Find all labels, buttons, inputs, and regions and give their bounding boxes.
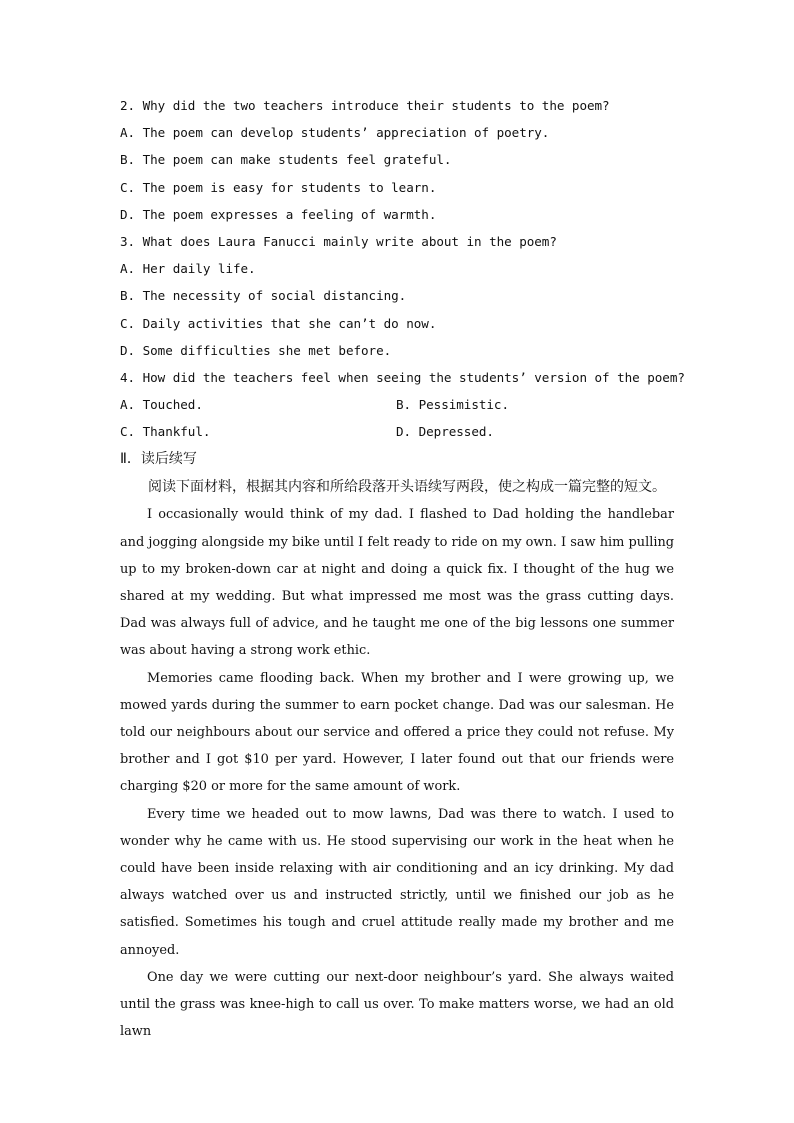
question-2 — [120, 92, 674, 228]
question-3 — [120, 228, 674, 364]
option-b: B. The poem can make students feel grateful. — [120, 152, 452, 168]
option-c: C. Daily activities that she can’t do now. — [120, 315, 437, 331]
passage-paragraph: Memories came flooding back. When my brother and I were growing up, we mowed yards during the summer to earn pocket change. Dad was our salesman. He told our neighbours about our service and offered a price they could not refuse. My brother and I got $10 per yard. However, I later found out that our friends were charging $20 or more for the same amount of work. — [120, 670, 674, 795]
question-stem: 4. How did the teachers feel when seeing the students’ version of the poem? — [120, 369, 685, 385]
option-c: C. The poem is easy for students to learn. — [120, 179, 437, 195]
passage-paragraph: One day we were cutting our next-door neighbour’s yard. She always waited until the grass was knee-high to call us over. To make matters worse, we had an old lawn — [120, 969, 674, 1040]
option-b: B. Pessimistic. — [396, 397, 509, 413]
option-d: D. Depressed. — [396, 424, 494, 440]
option-a: A. Touched. — [120, 397, 203, 413]
page-content — [120, 92, 685, 1046]
options-row — [120, 391, 674, 418]
option-b: B. The necessity of social distancing. — [120, 288, 407, 304]
question-stem: 2. Why did the two teachers introduce their students to the poem? — [120, 98, 610, 113]
question-4 — [120, 364, 685, 446]
section-heading: Ⅱ．读后续写 — [120, 451, 197, 468]
passage-paragraph: Every time we headed out to mow lawns, Dad was there to watch. I used to wonder why he came with us. He stood supervising our work in the heat when he could have been inside relaxing with air conditioning and an icy drinking. My dad always watched over us and instructed strictly, until we finished our job as he satisfied. Sometimes his tough and cruel attitude really made my brother and me annoyed. — [120, 806, 674, 958]
passage-paragraph: I occasionally would think of my dad. I flashed to Dad holding the handlebar and jogging alongside my bike until I felt ready to ride on my own. I saw him pulling up to my broken-down car at night and doing a quick fix. I thought of the hug we shared at my wedding. But what impressed me most was the grass cutting days. Dad was always full of advice, and he taught me one of the big lessons one summer was about having a strong work ethic. — [120, 507, 674, 659]
options-row — [120, 418, 674, 445]
option-a: A. The poem can develop students’ appreciation of poetry. — [120, 125, 550, 141]
option-d: D. The poem expresses a feeling of warmth. — [120, 206, 437, 222]
option-a: A. Her daily life. — [120, 261, 256, 277]
question-stem: 3. What does Laura Fanucci mainly write about in the poem? — [120, 233, 557, 249]
section-instruction: 阅读下面材料，根据其内容和所给段落开头语续写两段，使之构成一篇完整的短文。 — [148, 479, 666, 496]
option-d: D. Some difficulties she met before. — [120, 342, 392, 358]
option-c: C. Thankful. — [120, 424, 211, 440]
